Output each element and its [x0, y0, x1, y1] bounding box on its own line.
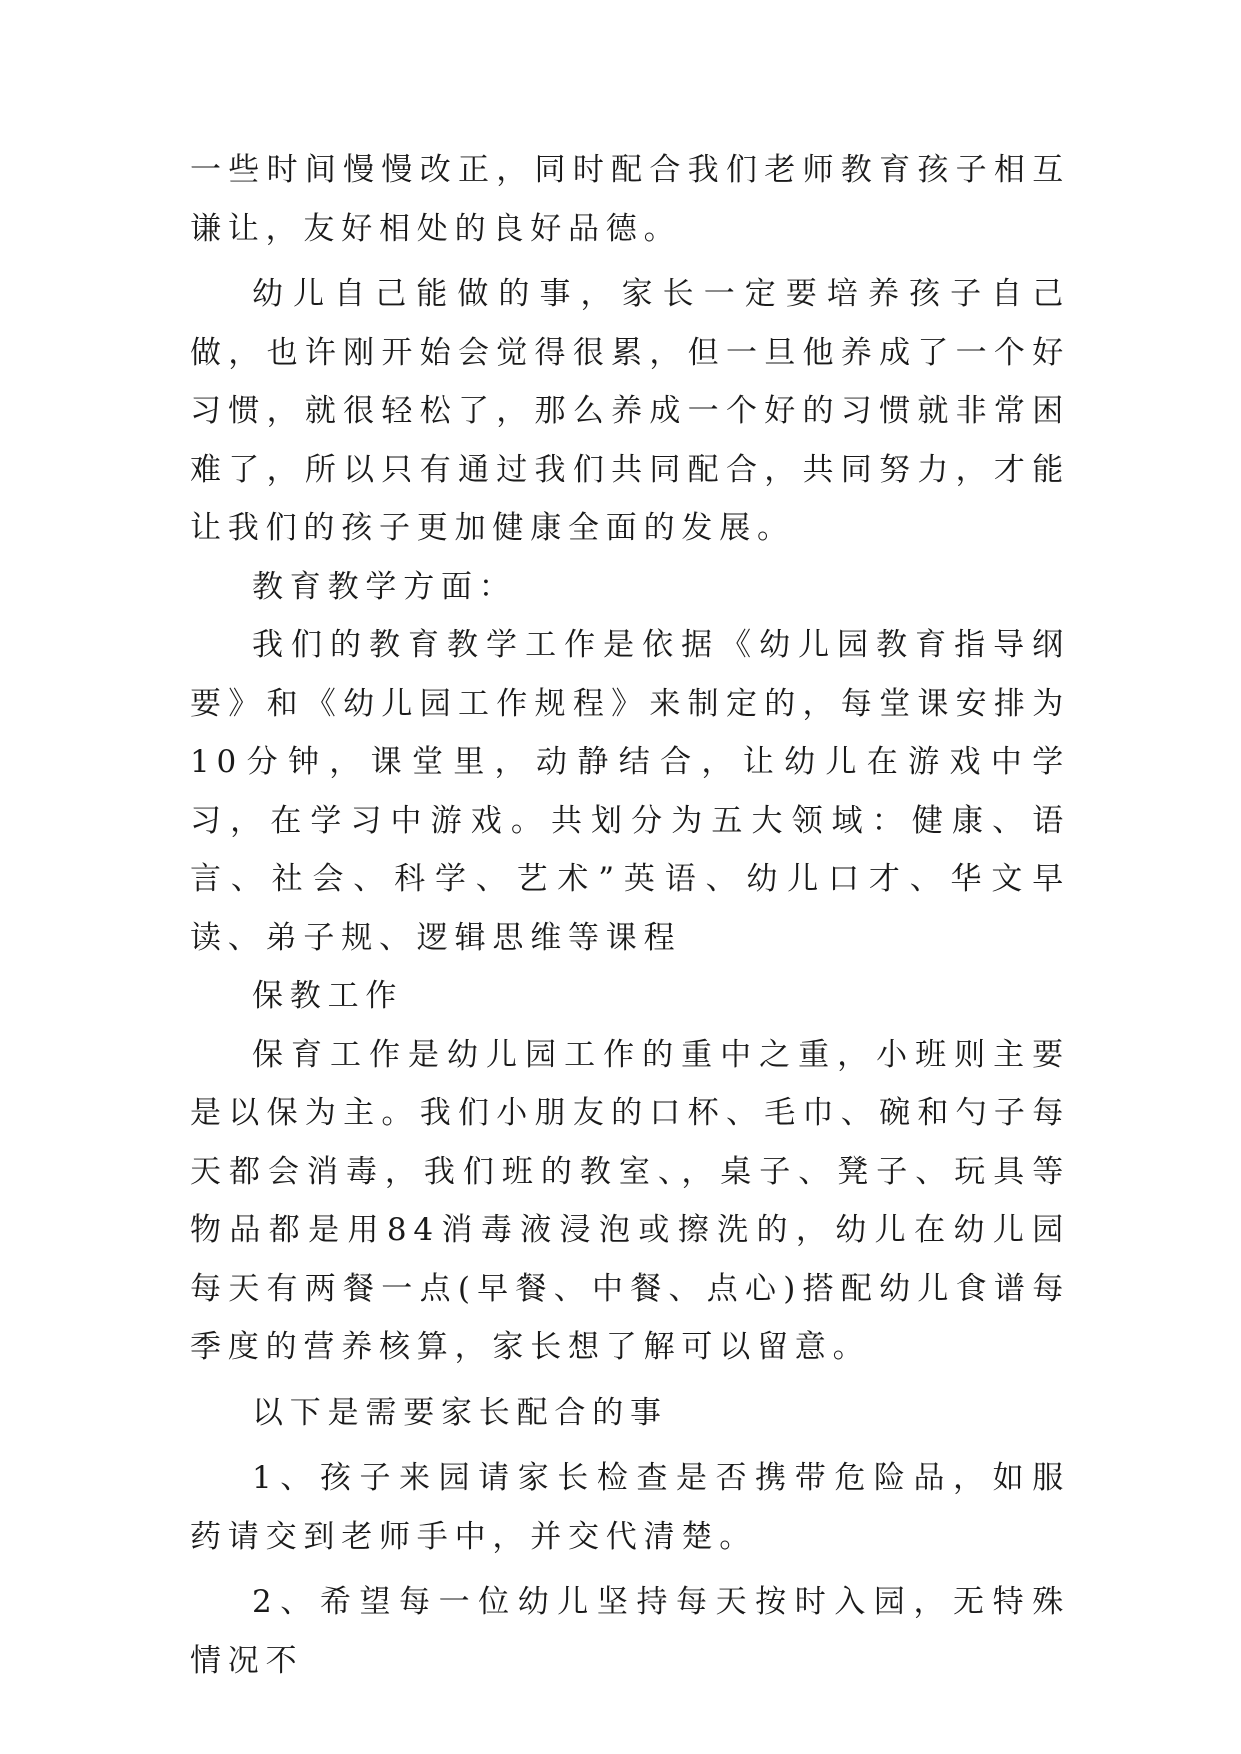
document-body — [190, 141, 1070, 1690]
section-heading-parent-cooperation: 以下是需要家长配合的事 — [252, 1394, 668, 1431]
paragraph-continued: 一些时间慢慢改正，同时配合我们老师教育孩子相互谦让，友好相处的良好品德。 — [190, 152, 1070, 247]
list-item-1: 1、孩子来园请家长检查是否携带危险品，如服药请交到老师手中，并交代清楚。 — [190, 1460, 1070, 1555]
section-heading-teaching: 教育教学方面： — [252, 568, 517, 605]
list-item-2: 2、希望每一位幼儿坚持每天按时入园，无特殊情况不 — [190, 1584, 1070, 1679]
paragraph-teaching: 我们的教育教学工作是依据《幼儿园教育指导纲要》和《幼儿园工作规程》来制定的，每堂课安排为10分钟，课堂里，动静结合，让幼儿在游戏中学习，在学习中游戏。共划分为五大领域：健康、语言、社会、科学、艺术”英语、幼儿口才、华文早读、弟子规、逻辑思维等课程 — [190, 627, 1070, 956]
paragraph-self-care: 幼儿自己能做的事，家长一定要培养孩子自己做，也许刚开始会觉得很累，但一旦他养成了一个好习惯，就很轻松了，那么养成一个好的习惯就非常困难了，所以只有通过我们共同配合，共同努力，才能让我们的孩子更加健康全面的发展。 — [190, 276, 1070, 546]
section-heading-care: 保教工作 — [252, 978, 404, 1014]
paragraph-care: 保育工作是幼儿园工作的重中之重，小班则主要是以保为主。我们小朋友的口杯、毛巾、碗和勺子每天都会消毒，我们班的教室、，桌子、凳子、玩具等物品都是用84消毒液浸泡或擦洗的，幼儿在幼儿园每天有两餐一点(早餐、中餐、点心)搭配幼儿食谱每季度的营养核算，家长想了解可以留意。 — [190, 1036, 1070, 1365]
